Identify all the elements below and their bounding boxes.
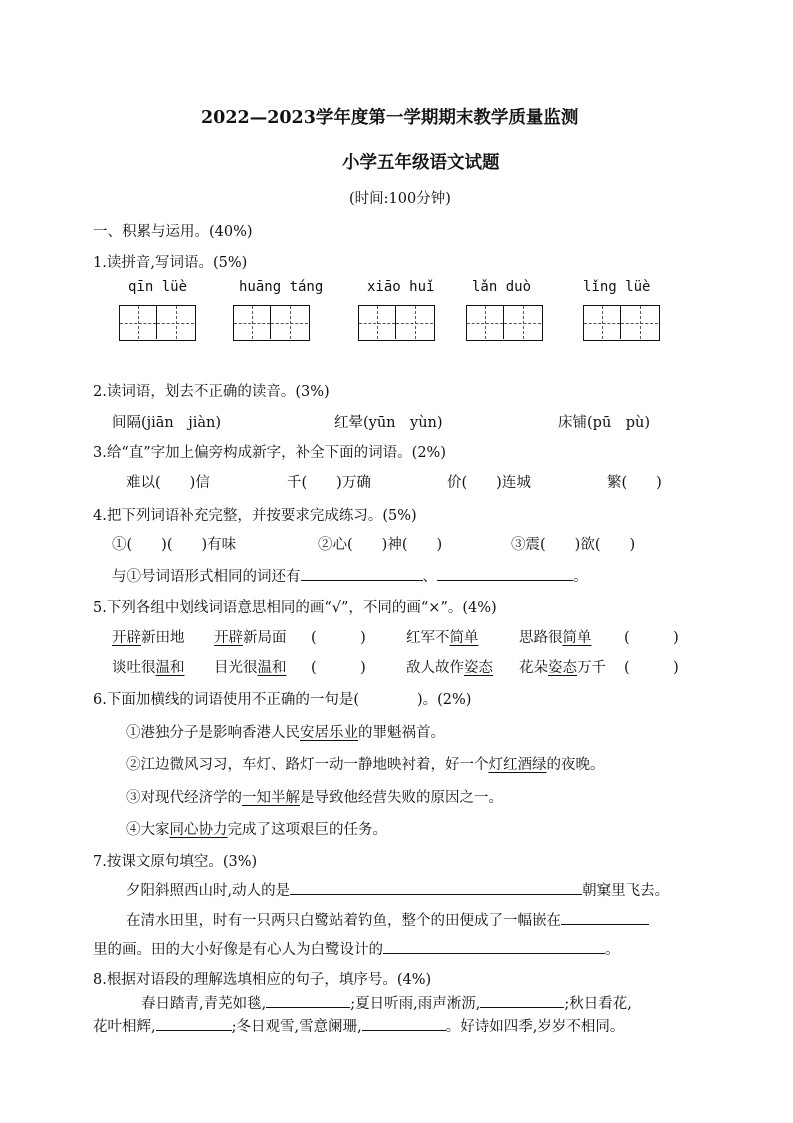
q6-text: 的夜晚。 xyxy=(546,757,605,773)
q5-answer[interactable]: ( ) xyxy=(624,630,679,646)
q8-text: ;秋日看花, xyxy=(564,996,632,1012)
blank-line[interactable] xyxy=(383,939,605,954)
underlined-word: 开辟 xyxy=(112,630,141,646)
q5-pair xyxy=(214,626,287,647)
q5-pair xyxy=(112,626,185,647)
q6-text: ②江边微风习习，车灯、路灯一动一静地映衬着，好一个 xyxy=(126,757,489,773)
section-heading: 一、积累与运用。(40%) xyxy=(93,224,253,240)
q7-text: 朝窠里飞去。 xyxy=(582,883,670,899)
underlined-word: 姿态 xyxy=(464,660,493,676)
underlined-word: 同心协力 xyxy=(169,822,228,838)
q5-text: 红军不 xyxy=(406,630,450,646)
underlined-word: 开辟 xyxy=(214,630,243,646)
pinyin-4: lǎn duò xyxy=(472,279,532,295)
q8-text: 花叶相辉, xyxy=(93,1019,156,1035)
q4-follow-text: 与①号词语形式相同的词还有 xyxy=(112,569,301,585)
answer-grid-1[interactable] xyxy=(119,305,196,341)
answer-grid-5[interactable] xyxy=(583,305,660,341)
q4-end: 。 xyxy=(573,569,588,585)
exam-title: 2022—2023学年度第一学期期末教学质量监测 xyxy=(201,108,579,128)
underlined-word: 简单 xyxy=(562,630,592,646)
q3-item[interactable]: 价( )连城 xyxy=(447,475,531,491)
q6-text: 的罪魁祸首。 xyxy=(358,725,445,741)
q5-text: 新田地 xyxy=(141,630,185,646)
blank-line[interactable] xyxy=(290,880,582,895)
q6-option xyxy=(126,818,387,839)
exam-subtitle: 小学五年级语文试题 xyxy=(342,153,500,173)
q6-text: 是导致他经营失败的原因之一。 xyxy=(300,790,503,806)
q3-item[interactable]: 繁( ) xyxy=(607,475,662,491)
q6-text: ③对现代经济学的 xyxy=(126,790,242,806)
underlined-word: 温和 xyxy=(257,660,287,676)
q8-text: ;夏日听雨,雨声淅沥, xyxy=(350,996,481,1012)
q6-text: ④大家 xyxy=(126,822,170,838)
q3-item[interactable]: 千( )万确 xyxy=(287,475,371,491)
blank-line[interactable] xyxy=(301,566,423,581)
q5-label: 5.下列各组中划线词语意思相同的画“√”，不同的画“×”。(4%) xyxy=(93,600,497,616)
q5-text: 谈吐很 xyxy=(112,660,156,676)
q7-text: 夕阳斜照西山时,动人的是 xyxy=(126,883,291,899)
q6-option xyxy=(126,753,605,774)
q7-label: 7.按课文原句填空。(3%) xyxy=(93,854,258,870)
q8-label: 8.根据对语段的理解选填相应的句子，填序号。(4%) xyxy=(93,972,432,988)
underlined-word: 姿态 xyxy=(548,660,577,676)
pinyin-2: huāng táng xyxy=(239,279,324,295)
q2-item[interactable]: 间隔(jiān jiàn) xyxy=(112,415,222,431)
underlined-word: 温和 xyxy=(155,660,185,676)
blank-line[interactable] xyxy=(561,910,649,925)
blank-line[interactable] xyxy=(362,1016,446,1031)
underlined-word: 灯红酒绿 xyxy=(488,757,547,773)
pinyin-1: qīn lüè xyxy=(128,279,188,295)
blank-line[interactable] xyxy=(437,566,573,581)
q7-line xyxy=(93,938,620,959)
underlined-word: 一知半解 xyxy=(242,790,300,806)
q2-item[interactable]: 床铺(pū pù) xyxy=(558,415,651,431)
q2-label: 2.读词语，划去不正确的读音。(3%) xyxy=(93,384,330,400)
q5-answer[interactable]: ( ) xyxy=(311,630,366,646)
q3-label: 3.给“直”字加上偏旁构成新字，补全下面的词语。(2%) xyxy=(93,445,446,461)
q5-text: 敌人故作 xyxy=(406,660,464,676)
underlined-word: 安居乐业 xyxy=(300,725,358,741)
q7-text: 在清水田里，时有一只两只白鹭站着钓鱼，整个的田便成了一幅嵌在 xyxy=(126,913,561,929)
exam-time: (时间:100分钟) xyxy=(349,191,451,207)
answer-grid-2[interactable] xyxy=(233,305,310,341)
q5-answer[interactable]: ( ) xyxy=(624,660,679,676)
answer-grid-3[interactable] xyxy=(358,305,435,341)
q5-text: 思路很 xyxy=(519,630,563,646)
q5-pair xyxy=(112,656,185,677)
q5-answer[interactable]: ( ) xyxy=(311,660,366,676)
q7-text: 里的画。田的大小好像是有心人为白鹭设计的 xyxy=(93,942,383,958)
answer-grid-4[interactable] xyxy=(466,305,543,341)
blank-line[interactable] xyxy=(266,993,350,1008)
q7-text: 。 xyxy=(605,942,620,958)
q8-line xyxy=(93,1015,624,1036)
q8-text: ;冬日观雪,雪意阑珊, xyxy=(231,1019,362,1035)
q4-item[interactable]: ③震( )欲( ) xyxy=(511,537,636,553)
q4-item[interactable]: ①( )( )有味 xyxy=(112,537,237,553)
q6-text: ①港独分子是影响香港人民 xyxy=(126,725,300,741)
q6-label: 6.下面加横线的词语使用不正确的一句是( )。(2%) xyxy=(93,692,472,708)
blank-line[interactable] xyxy=(480,993,564,1008)
q5-text: 目光很 xyxy=(214,660,258,676)
q8-line xyxy=(141,992,632,1013)
pinyin-5: lǐng lüè xyxy=(583,279,651,295)
q7-line xyxy=(126,909,649,930)
q5-pair xyxy=(214,656,287,677)
q5-pair xyxy=(519,656,606,677)
q6-text: 完成了这项艰巨的任务。 xyxy=(227,822,387,838)
q6-option xyxy=(126,786,503,807)
q5-text: 新局面 xyxy=(243,630,287,646)
q5-text: 万千 xyxy=(577,660,606,676)
q2-item[interactable]: 红晕(yūn yùn) xyxy=(334,415,443,431)
q1-label: 1.读拼音,写词语。(5%) xyxy=(93,255,248,271)
pinyin-3: xiāo huǐ xyxy=(367,279,435,295)
q5-pair xyxy=(519,626,592,647)
q5-text: 花朵 xyxy=(519,660,548,676)
q5-pair xyxy=(406,656,493,677)
q8-text: 。好诗如四季,岁岁不相同。 xyxy=(445,1019,625,1035)
q4-item[interactable]: ②心( )神( ) xyxy=(318,537,443,553)
q4-label: 4.把下列词语补充完整，并按要求完成练习。(5%) xyxy=(93,508,417,524)
underlined-word: 简单 xyxy=(449,630,479,646)
blank-line[interactable] xyxy=(156,1016,232,1031)
q4-follow xyxy=(112,565,588,586)
q5-pair xyxy=(406,626,479,647)
q7-line xyxy=(126,879,669,900)
q4-separator: 、 xyxy=(422,569,437,585)
q8-text: 春日踏青,青芜如毯, xyxy=(141,996,267,1012)
q3-item[interactable]: 难以( )信 xyxy=(126,475,210,491)
q6-option xyxy=(126,721,445,742)
